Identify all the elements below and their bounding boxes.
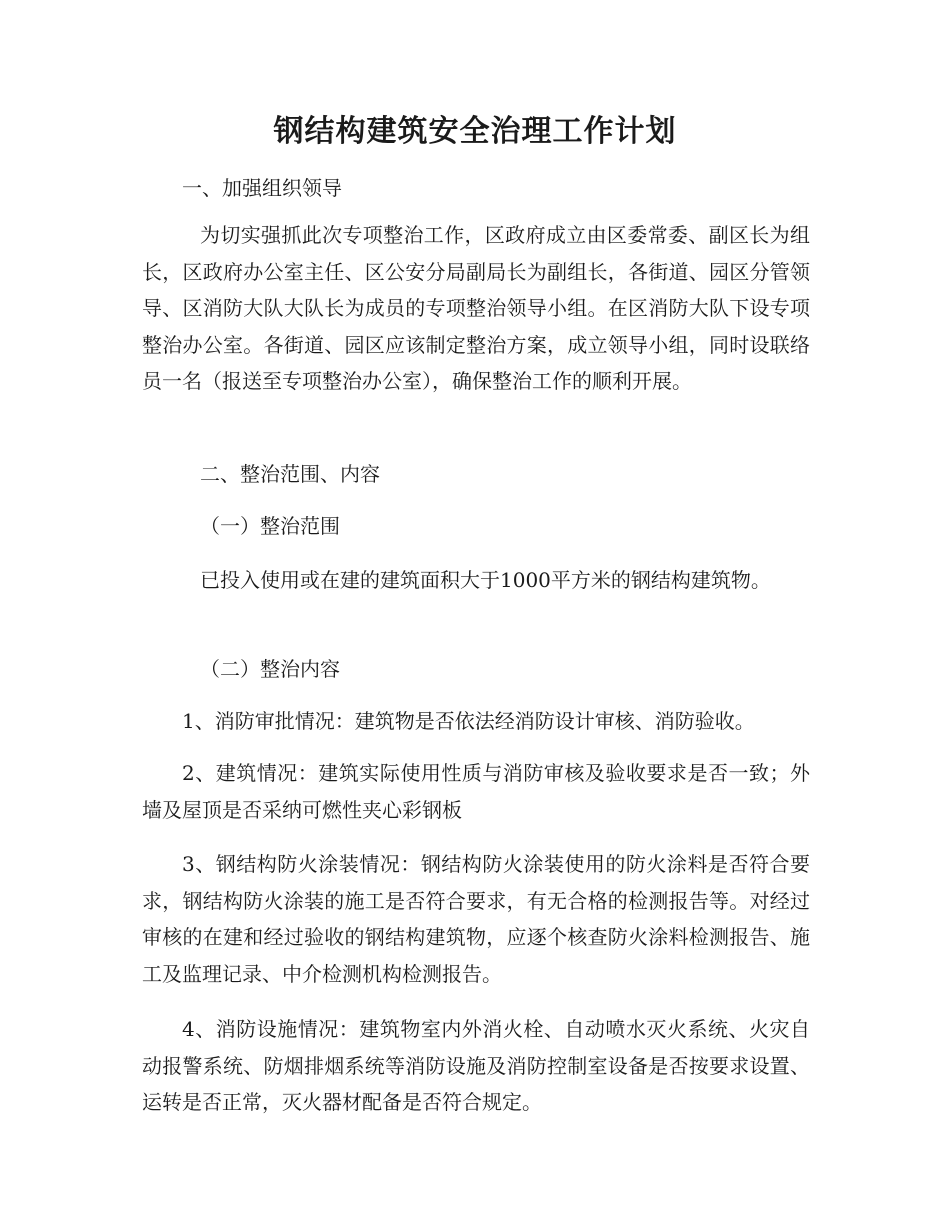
- section-2-heading: 二、整治范围、内容: [200, 462, 380, 486]
- section-2-scope-paragraph: 已投入使用或在建的建筑面积大于1000平方米的钢结构建筑物。: [200, 568, 771, 592]
- content-item-4: 4、消防设施情况：建筑物室内外消火栓、自动喷水灭火系统、火灾自动报警系统、防烟排烟系统等消防设施及消防控制室设备是否按要求设置、运转是否正常，灭火器材配备是否符合规定。: [142, 1017, 810, 1114]
- section-1-heading: 一、加强组织领导: [182, 176, 342, 200]
- content-item-1: 1、消防审批情况：建筑物是否依法经消防设计审核、消防验收。: [182, 709, 755, 733]
- document-title: 钢结构建筑安全治理工作计划: [273, 114, 677, 149]
- content-item-3: 3、钢结构防火涂装情况：钢结构防火涂装使用的防火涂料是否符合要求，钢结构防火涂装的施工是否符合要求，有无合格的检测报告等。对经过审核的在建和经过验收的钢结构建筑物，应逐个核查防火涂料检测报告、施工及监理记录、中介检测机构检测报告。: [142, 852, 810, 986]
- section-2-subheading-scope: （一）整治范围: [200, 514, 340, 538]
- content-item-2: 2、建筑情况：建筑实际使用性质与消防审核及验收要求是否一致；外墙及屋顶是否采纳可燃性夹心彩钢板: [142, 761, 810, 822]
- section-1-paragraph: 为切实强抓此次专项整治工作，区政府成立由区委常委、副区长为组长，区政府办公室主任、区公安分局副局长为副组长，各街道、园区分管领导、区消防大队大队长为成员的专项整治领导小组。在区消防大队下设专项整治办公室。各街道、园区应该制定整治方案，成立领导小组，同时设联络员一名（报送至专项整治办公室），确保整治工作的顺利开展。: [142, 223, 810, 393]
- section-2-subheading-content: （二）整治内容: [200, 657, 340, 681]
